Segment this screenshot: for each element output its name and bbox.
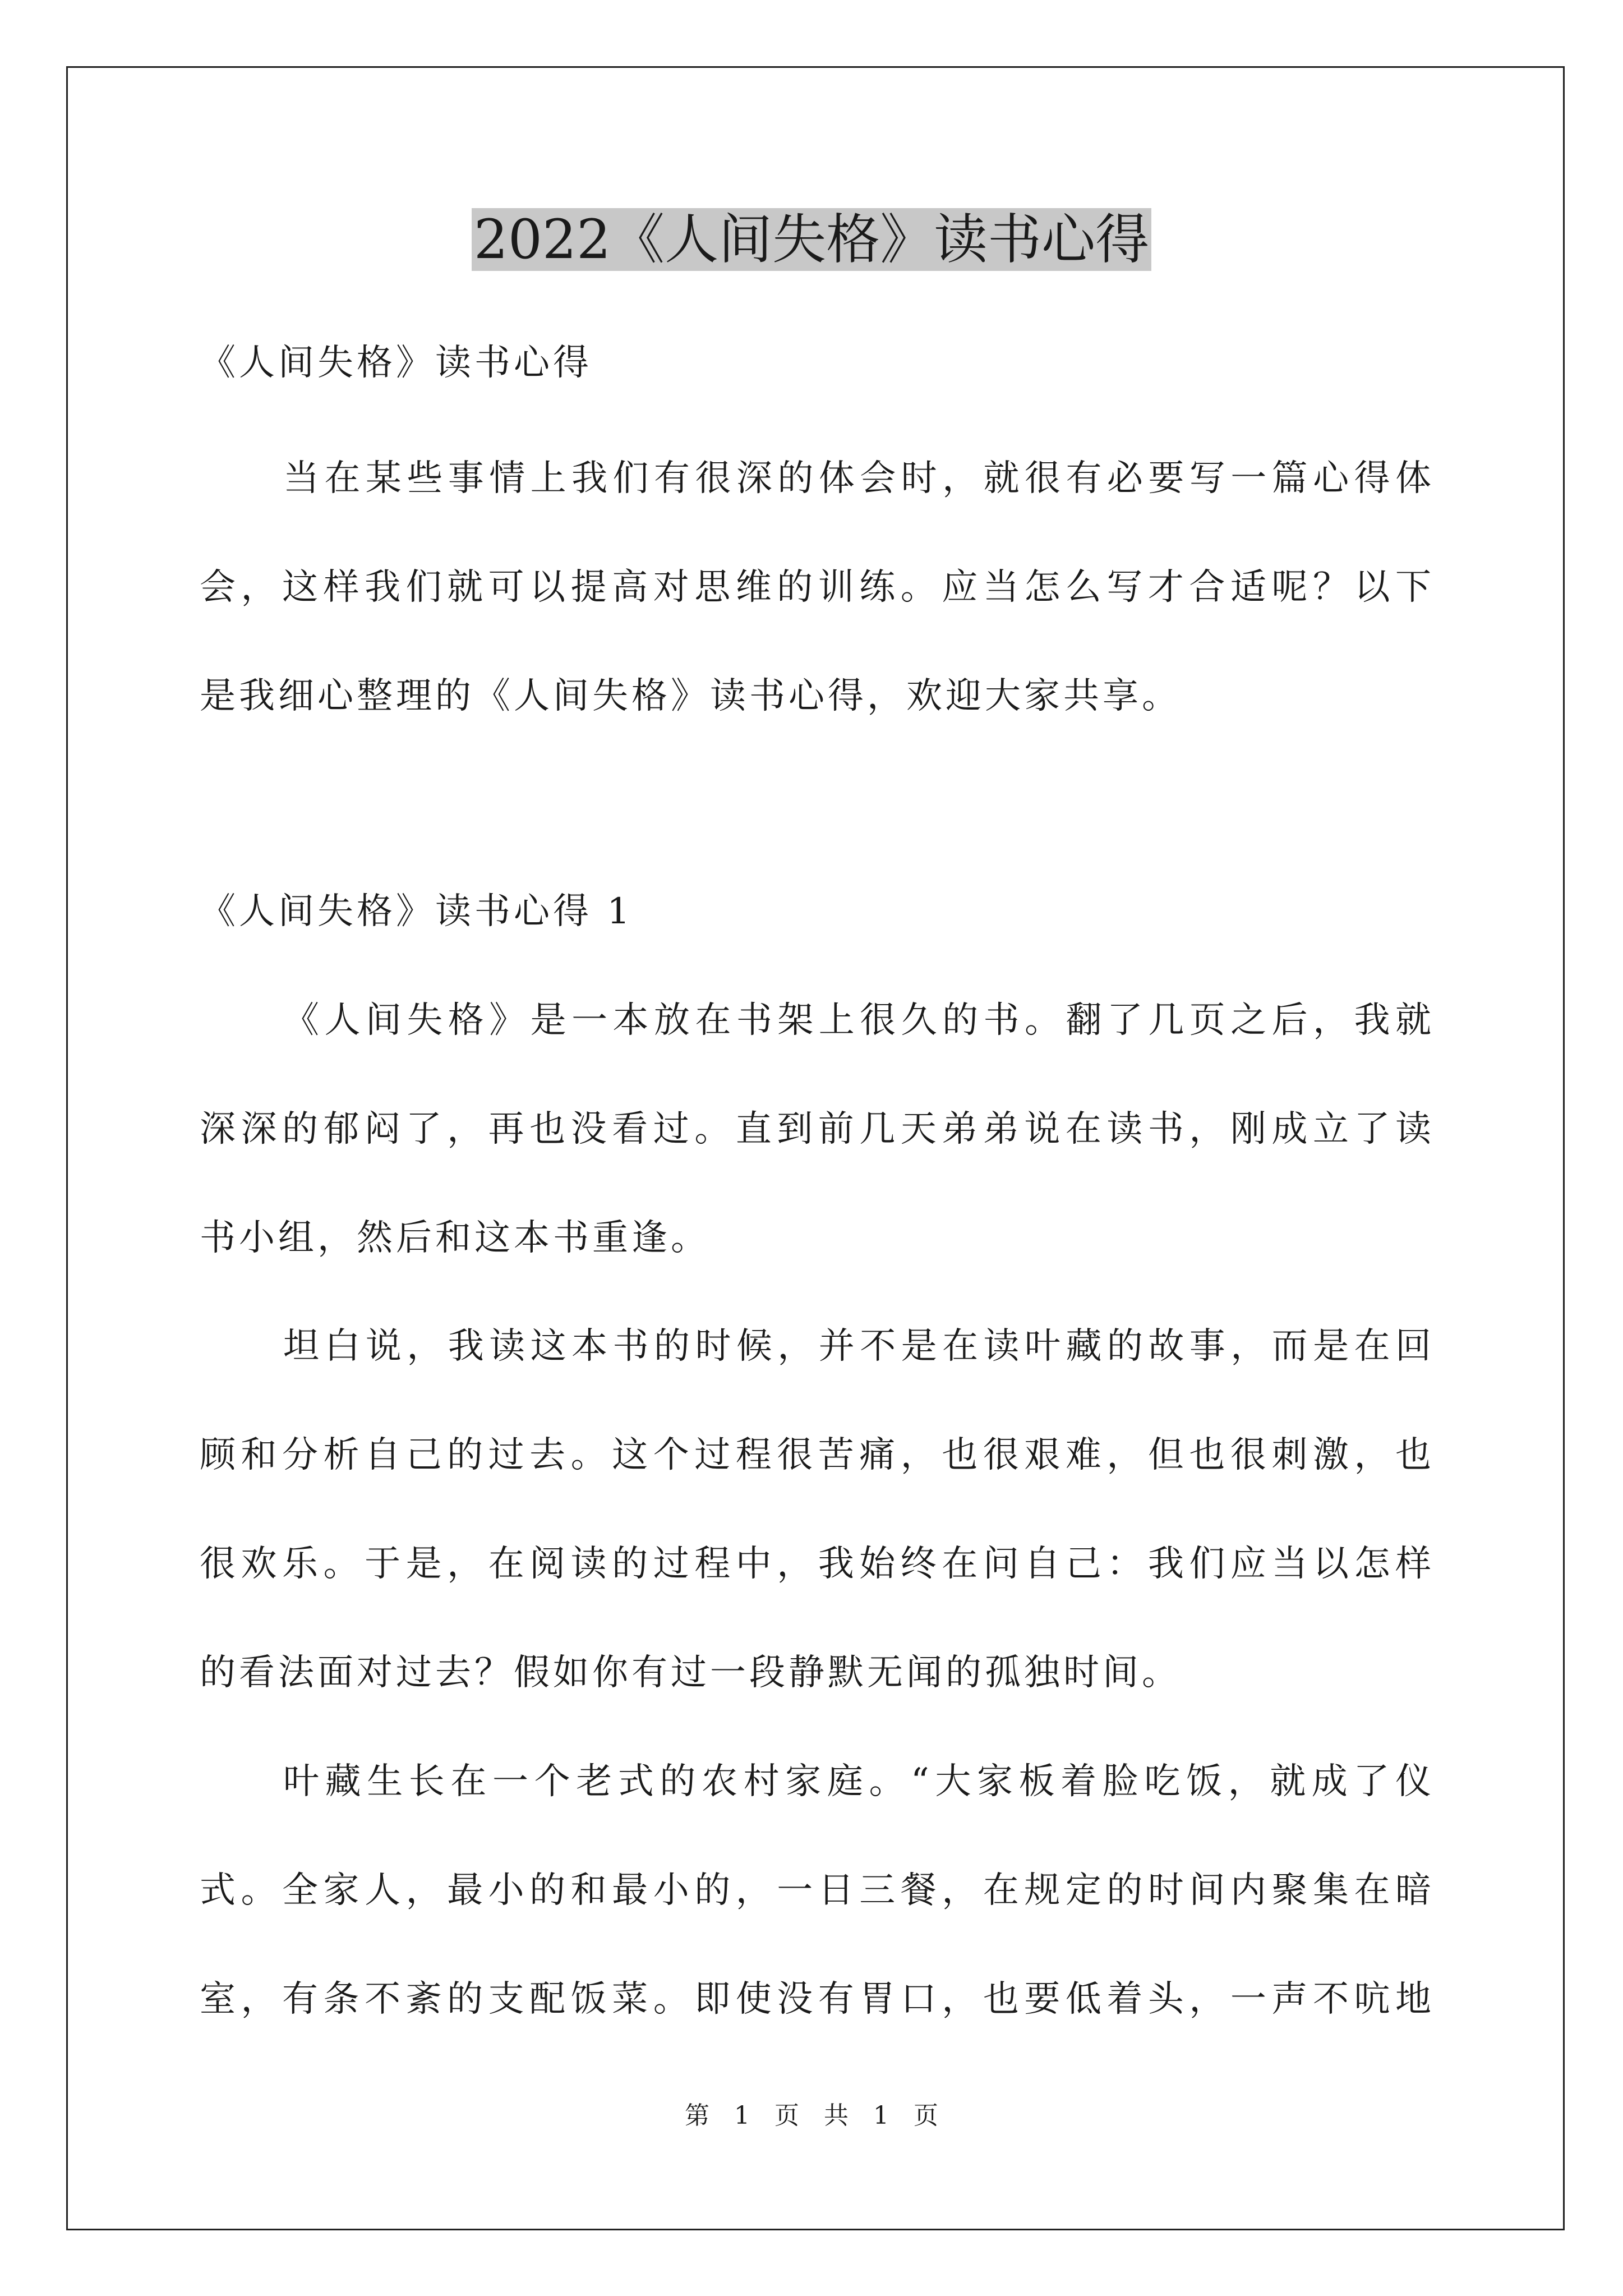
paragraph3-line-1: 叶藏生长在一个老式的农村家庭。“大家板着脸吃饭，就成了仪 <box>283 1761 1431 1802</box>
paragraph2-line-3: 很欢乐。于是，在阅读的过程中，我始终在问自己：我们应当以怎样 <box>200 1543 1431 1585</box>
document-title-text: 2022《人间失格》读书心得 <box>472 208 1151 271</box>
paragraph1-line-3: 书小组，然后和这本书重逢。 <box>200 1217 710 1259</box>
intro-line-2: 会，这样我们就可以提高对思维的训练。应当怎么写才合适呢？以下 <box>200 567 1431 608</box>
page-footer: 第 1 页 共 1 页 <box>685 2101 938 2130</box>
document-subtitle: 《人间失格》读书心得 <box>200 342 592 384</box>
paragraph2-line-2: 顾和分析自己的过去。这个过程很苦痛，也很艰难，但也很刺激，也 <box>200 1434 1431 1476</box>
intro-line-1: 当在某些事情上我们有很深的体会时，就很有必要写一篇心得体 <box>283 458 1431 499</box>
document-title <box>0 203 1623 276</box>
paragraph2-line-4: 的看法面对过去？假如你有过一段静默无闻的孤独时间。 <box>200 1652 1181 1694</box>
paragraph1-line-1: 《人间失格》是一本放在书架上很久的书。翻了几页之后，我就 <box>283 1000 1431 1041</box>
section-heading: 《人间失格》读书心得 1 <box>200 891 634 932</box>
paragraph3-line-3: 室，有条不紊的支配饭菜。即使没有胃口，也要低着头，一声不吭地 <box>200 1978 1431 2020</box>
paragraph3-line-2: 式。全家人，最小的和最小的，一日三餐，在规定的时间内聚集在暗 <box>200 1870 1431 1911</box>
intro-line-3: 是我细心整理的《人间失格》读书心得，欢迎大家共享。 <box>200 675 1181 717</box>
paragraph1-line-2: 深深的郁闷了，再也没看过。直到前几天弟弟说在读书，刚成立了读 <box>200 1108 1431 1150</box>
paragraph2-line-1: 坦白说，我读这本书的时候，并不是在读叶藏的故事，而是在回 <box>283 1326 1431 1367</box>
